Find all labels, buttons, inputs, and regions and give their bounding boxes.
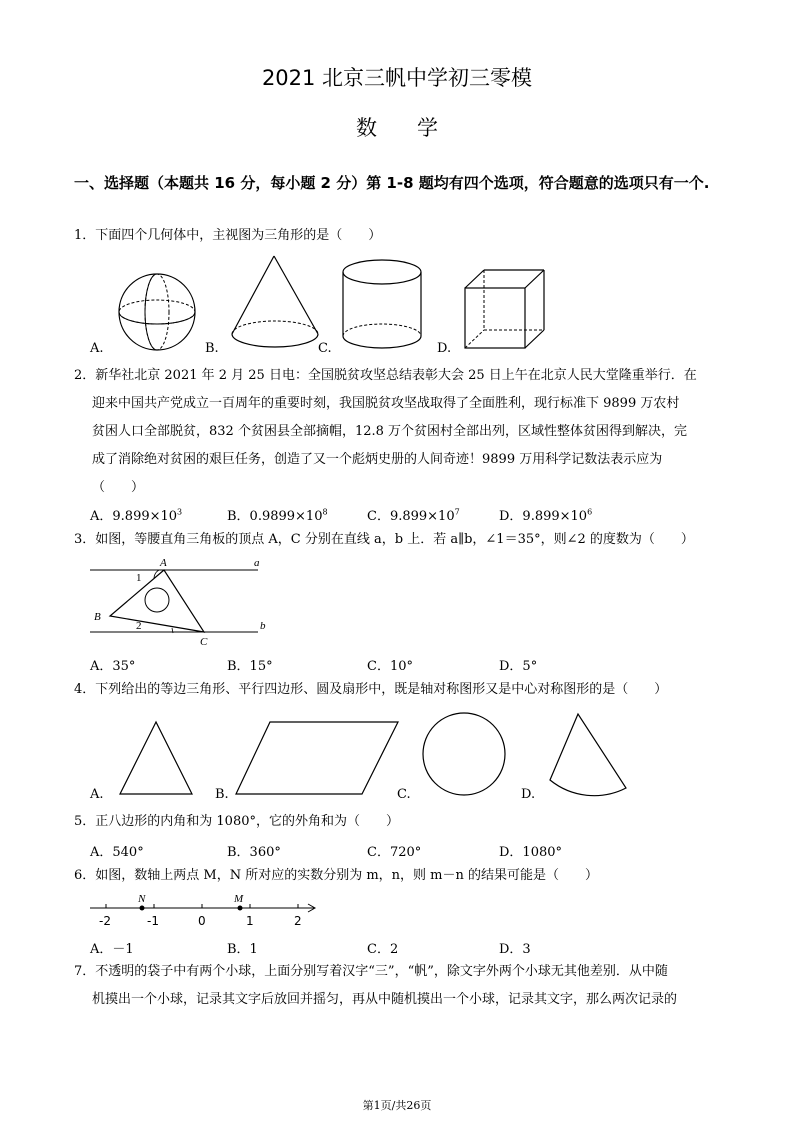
q2-option-b: B．$0.9899\times 10^8$ bbox=[227, 507, 328, 524]
q2-line: 成了消除绝对贫困的艰巨任务，创造了又一个彪炳史册的人间奇迹！9899 万用科学记数法表示应为 bbox=[92, 452, 663, 467]
label-line-b: b bbox=[260, 620, 266, 632]
page-title: 2021 北京三帆中学初三零模 bbox=[261, 66, 533, 90]
q3-option-b: B．15° bbox=[227, 659, 273, 674]
q1-option-b: B. bbox=[205, 341, 219, 356]
q6-stem: 6．如图，数轴上两点 M，N 所对应的实数分别为 m，n，则 m－n 的结果可能是（ ） bbox=[74, 868, 599, 883]
q5-option-b: B．360° bbox=[227, 845, 281, 860]
q2-line: 迎来中国共产党成立一百周年的重要时刻，我国脱贫攻坚战取得了全面胜利，现行标准下 9899 万农村 bbox=[92, 396, 680, 411]
label-n: N bbox=[138, 893, 146, 905]
equilateral-triangle-figure bbox=[118, 718, 198, 798]
q4-stem: 4．下列给出的等边三角形、平行四边形、圆及扇形中，既是轴对称图形又是中心对称图形的是（ ） bbox=[74, 682, 668, 697]
q2-line: 贫困人口全部脱贫，832 个贫困县全部摘帽，12.8 万个贫困村全部出列，区域性整体贫困得到解决，完 bbox=[92, 424, 688, 439]
q4-option-a: A. bbox=[90, 787, 104, 802]
point-n bbox=[140, 906, 145, 911]
tick-label: -2 bbox=[99, 914, 111, 928]
cube-figure bbox=[462, 268, 552, 358]
label-a-point: A bbox=[160, 557, 167, 569]
tick-label: 1 bbox=[246, 914, 254, 928]
point-m bbox=[238, 906, 243, 911]
q2-option-a: A．$9.899\times 10^3$ bbox=[90, 507, 183, 524]
q6-option-d: D．3 bbox=[499, 942, 531, 957]
label-m: M bbox=[234, 893, 244, 905]
label-b-point: B bbox=[94, 611, 101, 623]
q7-line: 机摸出一个小球，记录其文字后放回并摇匀，再从中随机摸出一个小球，记录其文字，那么两次记录的 bbox=[92, 992, 678, 1007]
q3-option-a: A．35° bbox=[90, 659, 136, 674]
q3-option-d: D．5° bbox=[499, 659, 538, 674]
label-angle-1: 1 bbox=[136, 572, 142, 584]
q2-option-c: C．$9.899\times 10^7$ bbox=[367, 507, 460, 524]
tick-label: 2 bbox=[294, 914, 302, 928]
circle-figure bbox=[420, 710, 510, 800]
q1-option-a: A. bbox=[90, 341, 104, 356]
tick-label: 0 bbox=[198, 914, 206, 928]
q2-line: （ ） bbox=[92, 480, 145, 495]
q2-option-d: D．$9.899\times 10^6$ bbox=[499, 507, 593, 524]
cylinder-figure bbox=[340, 258, 430, 358]
sphere-figure bbox=[110, 268, 210, 358]
label-c-point: C bbox=[200, 636, 208, 648]
q4-option-b: B. bbox=[215, 787, 229, 802]
number-line-figure bbox=[88, 890, 328, 930]
q1-option-c: C. bbox=[318, 341, 332, 356]
q3-stem: 3．如图，等腰直角三角板的顶点 A，C 分别在直线 a，b 上．若 a∥b，∠1＝35°，则∠2 的度数为（ ） bbox=[74, 532, 694, 547]
q6-option-c: C．2 bbox=[367, 942, 399, 957]
q6-option-b: B．1 bbox=[227, 942, 258, 957]
q2-line: 2．新华社北京 2021 年 2 月 25 日电：全国脱贫攻坚总结表彰大会 25 日上午在北京人民大堂隆重举行．在 bbox=[74, 368, 697, 383]
cone-figure bbox=[226, 252, 326, 362]
label-angle-2: 2 bbox=[136, 620, 142, 632]
q7-line: 7．不透明的袋子中有两个小球，上面分别写着汉字“三”，“帆”，除文字外两个小球无其他差别．从中随 bbox=[74, 964, 668, 979]
section-heading: 一、选择题（本题共 16 分，每小题 2 分）第 1-8 题均有四个选项，符合题意的选项只有一个. bbox=[74, 174, 710, 192]
q1-option-d: D. bbox=[437, 341, 452, 356]
q4-option-d: D. bbox=[521, 787, 536, 802]
q7-stem bbox=[74, 958, 754, 1014]
sector-figure bbox=[544, 710, 634, 800]
q4-option-c: C. bbox=[397, 787, 411, 802]
page-number: 第1页/共26页 bbox=[362, 1099, 432, 1112]
q5-option-c: C．720° bbox=[367, 845, 422, 860]
tick-label: -1 bbox=[147, 914, 159, 928]
q3-option-c: C．10° bbox=[367, 659, 413, 674]
label-line-a: a bbox=[254, 557, 260, 569]
triangle-ruler-figure bbox=[88, 556, 278, 648]
q2-stem bbox=[74, 362, 734, 502]
q6-option-a: A．－1 bbox=[90, 942, 134, 957]
q5-option-d: D．1080° bbox=[499, 845, 563, 860]
subject-title: 数学 bbox=[356, 116, 478, 140]
q5-stem: 5．正八边形的内角和为 1080°，它的外角和为（ ） bbox=[74, 814, 399, 829]
q1-stem: 1．下面四个几何体中，主视图为三角形的是（ ） bbox=[74, 228, 382, 243]
parallelogram-figure bbox=[234, 718, 404, 798]
q5-option-a: A．540° bbox=[90, 845, 144, 860]
